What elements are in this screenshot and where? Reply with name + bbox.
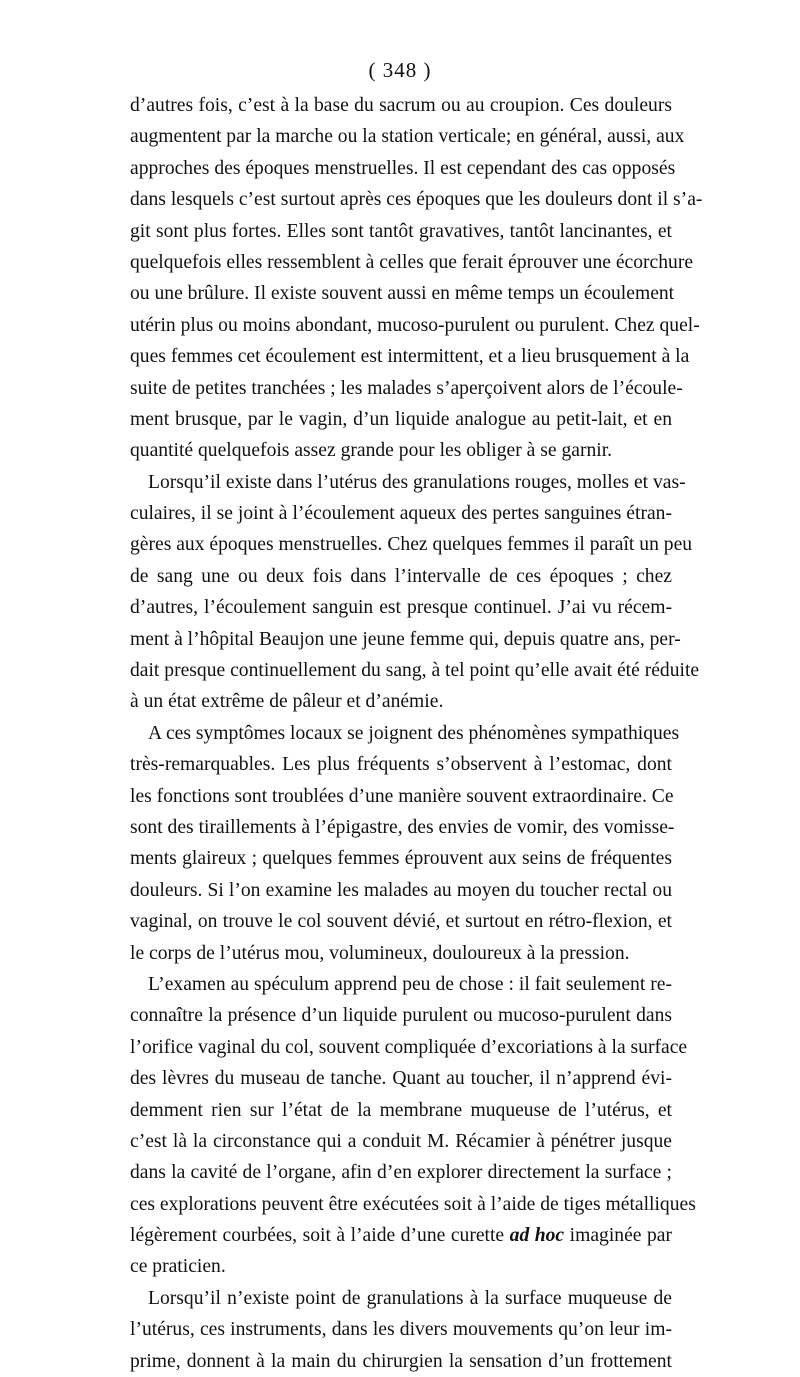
text-line: approches des époques menstruelles. Il est cependant des cas opposés [130,157,676,179]
text-line: ces explorations peuvent être exécutées soit à l’aide de tiges métalliques [130,1193,696,1215]
text-line: à un état extrême de pâleur et d’anémie. [130,691,444,713]
text-line: ce praticien. [130,1256,226,1278]
text-line: c’est là la circonstance qui a conduit M. Récamier à pénétrer jusque [130,1130,672,1152]
text-line: L’examen au spéculum apprend peu de chose : il fait seulement re- [148,973,672,995]
paragraph-4 [130,969,696,1283]
paragraph-3 [130,718,680,969]
text-line: ques femmes cet écoulement est intermittent, et a lieu brusquement à la [130,346,690,368]
text-line: utérin plus ou moins abondant, mucoso-purulent ou purulent. Chez quel- [130,314,700,336]
text-fragment: légèrement courbées, soit à l’aide d’une curette [130,1225,505,1247]
text-line-mixed [130,1220,672,1251]
text-line: des lèvres du museau de tanche. Quant au toucher, il n’apprend évi- [130,1068,672,1090]
text-line: connaître la présence d’un liquide purulent ou mucoso-purulent dans [130,1005,672,1027]
text-line: dans la cavité de l’organe, afin d’en explorer directement la surface ; [130,1162,672,1184]
paragraph-2 [130,467,700,718]
text-line: ou une brûlure. Il existe souvent aussi en même temps un écoulement [130,283,675,305]
text-line: de sang une ou deux fois dans l’intervalle de ces époques ; chez [130,565,672,587]
paragraph-1 [130,90,703,467]
text-line: dans lesquels c’est surtout après ces époques que les douleurs dont il s’a- [130,189,703,211]
text-line: demment rien sur l’état de la membrane muqueuse de l’utérus, et [130,1099,672,1121]
text-line: les fonctions sont troublées d’une manière souvent extraordinaire. Ce [130,785,674,807]
text-line: quantité quelquefois assez grande pour les obliger à se garnir. [130,440,613,462]
text-line: Lorsqu’il existe dans l’utérus des granulations rouges, molles et vas- [148,471,686,493]
text-line: dait presque continuellement du sang, à tel point qu’elle avait été réduite [130,660,700,682]
text-fragment: imaginée par [569,1225,672,1247]
text-line: A ces symptômes locaux se joignent des phénomènes sympathiques [148,722,680,744]
text-line: augmentent par la marche ou la station verticale; en général, aussi, aux [130,126,685,148]
text-line: Lorsqu’il n’existe point de granulations à la surface muqueuse de [148,1287,672,1309]
paragraph-5 [130,1283,672,1377]
text-line: le corps de l’utérus mou, volumineux, douloureux à la pression. [130,942,630,964]
text-line: sont des tiraillements à l’épigastre, des envies de vomir, des vomisse- [130,816,675,838]
text-line: git sont plus fortes. Elles sont tantôt gravatives, tantôt lancinantes, et [130,220,672,242]
latin-emphasis: ad hoc [509,1225,565,1247]
text-line: culaires, il se joint à l’écoulement aqueux des pertes sanguines étran- [130,503,672,525]
text-line: ment brusque, par le vagin, d’un liquide analogue au petit-lait, et en [130,408,672,430]
text-line: ment à l’hôpital Beaujon une jeune femme qui, depuis quatre ans, per- [130,628,681,650]
text-line: gères aux époques menstruelles. Chez quelques femmes il paraît un peu [130,534,693,556]
text-line: douleurs. Si l’on examine les malades au moyen du toucher rectal ou [130,879,672,901]
page-number: ( 348 ) [368,58,432,82]
text-line: l’utérus, ces instruments, dans les divers mouvements qu’on leur im- [130,1319,672,1341]
text-line: très-remarquables. Les plus fréquents s’observent à l’estomac, dont [130,754,672,776]
text-line: d’autres, l’écoulement sanguin est presque continuel. J’ai vu récem- [130,597,672,619]
text-line: ments glaireux ; quelques femmes éprouvent aux seins de fréquentes [130,848,672,870]
text-line: prime, donnent à la main du chirurgien la sensation d’un frottement [130,1350,672,1372]
text-line: suite de petites tranchées ; les malades s’aperçoivent alors de l’écoule- [130,377,683,399]
body-text [130,90,703,1377]
text-line: l’orifice vaginal du col, souvent compliquée d’excoriations à la surface [130,1036,688,1058]
text-line: d’autres fois, c’est à la base du sacrum ou au croupion. Ces douleurs [130,95,672,116]
text-line: quelquefois elles ressemblent à celles que ferait éprouver une écorchure [130,251,694,273]
text-line: vaginal, on trouve le col souvent dévié, et surtout en rétro-flexion, et [130,911,672,933]
